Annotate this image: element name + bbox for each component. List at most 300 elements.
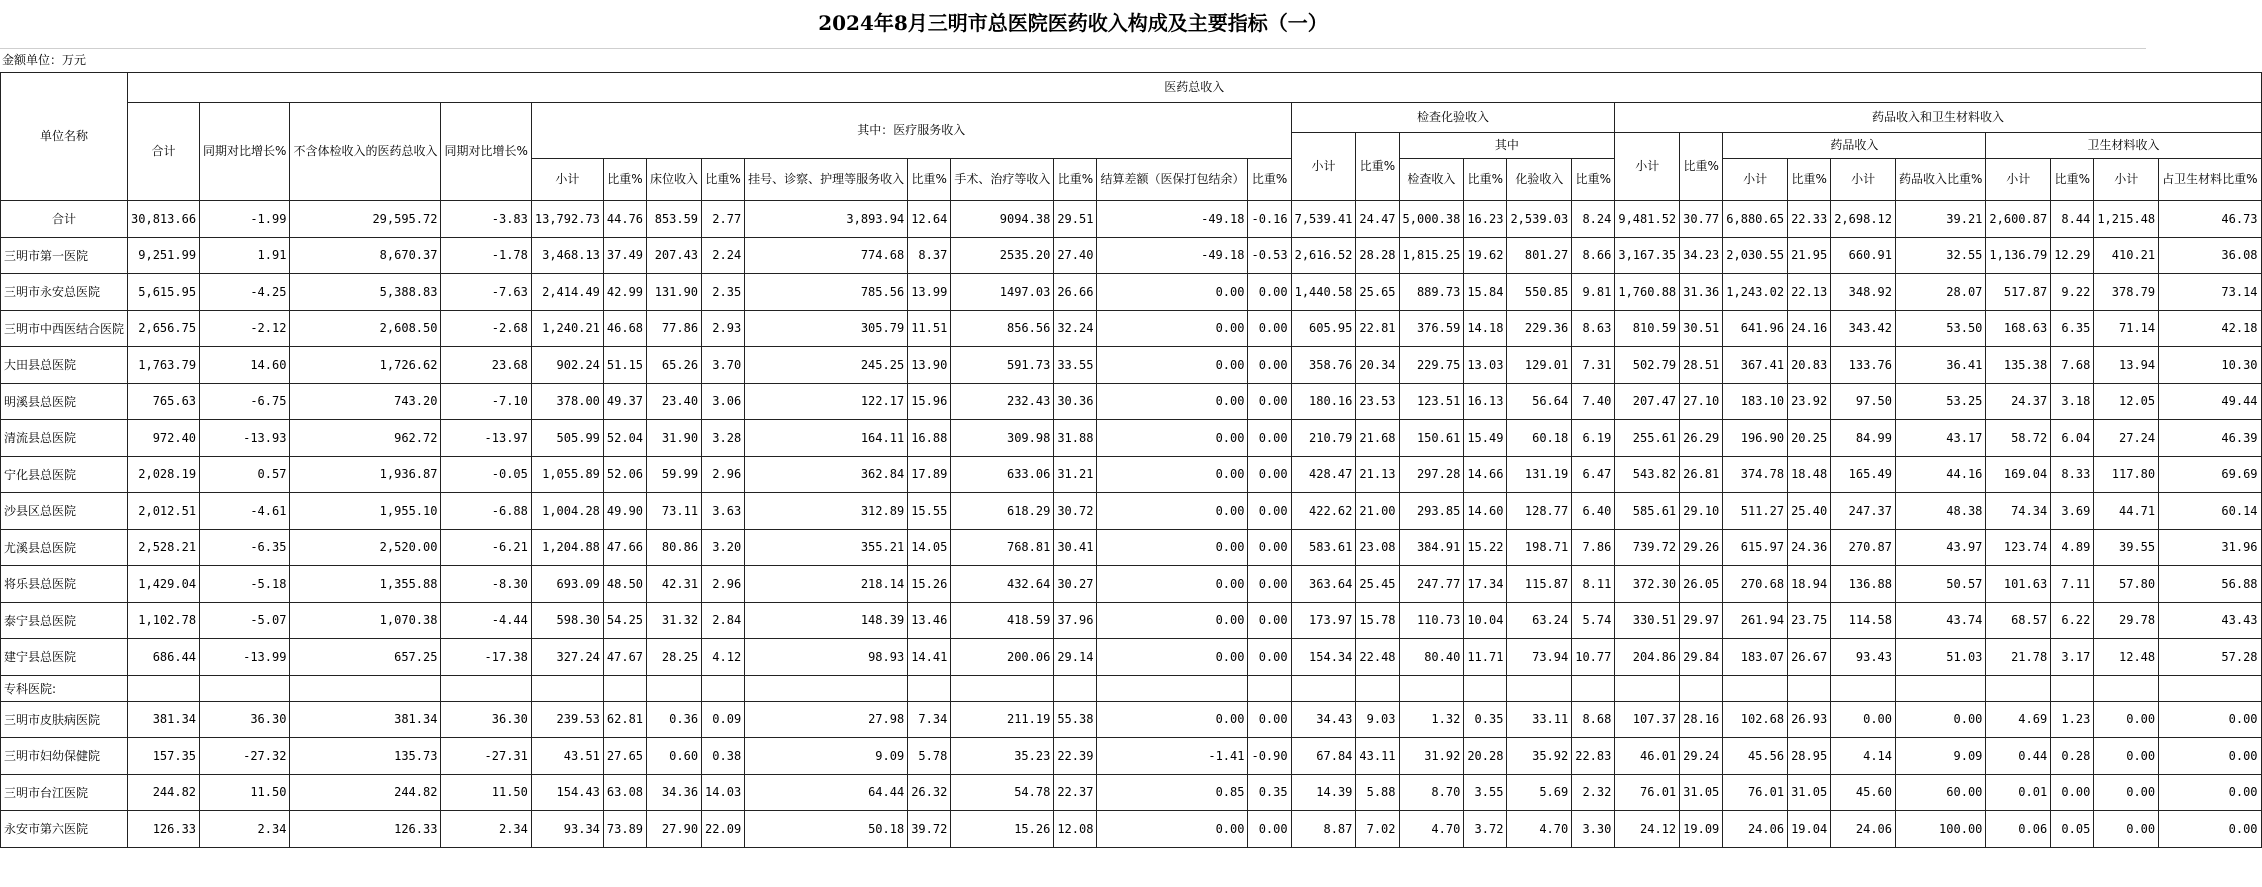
- value-cell: 44.16: [1896, 456, 1986, 493]
- value-cell: -2.68: [441, 310, 531, 347]
- unit-name-cell: 建宁县总医院: [1, 639, 128, 676]
- value-cell: 148.39: [745, 602, 908, 639]
- value-cell: 305.79: [745, 310, 908, 347]
- empty-cell: [1680, 675, 1723, 701]
- value-cell: 14.41: [908, 639, 951, 676]
- value-cell: 6.22: [2051, 602, 2094, 639]
- table-row: [1, 347, 2262, 384]
- value-cell: 0.00: [2094, 811, 2159, 848]
- value-cell: 102.68: [1723, 701, 1788, 738]
- value-cell: 428.47: [1291, 456, 1356, 493]
- value-cell: 80.40: [1399, 639, 1464, 676]
- value-cell: 13.94: [2094, 347, 2159, 384]
- header-material: 卫生材料收入: [1986, 133, 2261, 159]
- value-cell: 211.19: [951, 701, 1054, 738]
- value-cell: 8.63: [1572, 310, 1615, 347]
- value-cell: 330.51: [1615, 602, 1680, 639]
- value-cell: 1,726.62: [290, 347, 441, 384]
- value-cell: 343.42: [1831, 310, 1896, 347]
- header-lab: 化验收入: [1507, 159, 1572, 201]
- value-cell: 29.97: [1680, 602, 1723, 639]
- value-cell: 93.34: [531, 811, 603, 848]
- value-cell: 2.84: [702, 602, 745, 639]
- value-cell: 13.90: [908, 347, 951, 384]
- empty-cell: [702, 675, 745, 701]
- value-cell: 31.05: [1788, 774, 1831, 811]
- table-row: [1, 529, 2262, 566]
- value-cell: 22.39: [1054, 738, 1097, 775]
- value-cell: 381.34: [128, 701, 200, 738]
- empty-cell: [2051, 675, 2094, 701]
- total-row: [1, 201, 2262, 238]
- value-cell: 8.11: [1572, 566, 1615, 603]
- value-cell: 0.85: [1097, 774, 1248, 811]
- value-cell: 37.96: [1054, 602, 1097, 639]
- table-header: [1, 73, 2262, 201]
- value-cell: 44.76: [603, 201, 646, 238]
- value-cell: 774.68: [745, 237, 908, 274]
- unit-name-cell: 三明市台江医院: [1, 774, 128, 811]
- value-cell: 5.78: [908, 738, 951, 775]
- value-cell: 44.71: [2094, 493, 2159, 530]
- value-cell: 598.30: [531, 602, 603, 639]
- value-cell: 2,600.87: [1986, 201, 2051, 238]
- value-cell: 270.68: [1723, 566, 1788, 603]
- empty-cell: [200, 675, 290, 701]
- value-cell: 28.07: [1896, 274, 1986, 311]
- header-surgery: 手术、治疗等收入: [951, 159, 1054, 201]
- value-cell: 52.04: [603, 420, 646, 457]
- value-cell: 23.53: [1356, 383, 1399, 420]
- value-cell: 297.28: [1399, 456, 1464, 493]
- value-cell: 48.50: [603, 566, 646, 603]
- value-cell: 309.98: [951, 420, 1054, 457]
- value-cell: 43.43: [2159, 602, 2261, 639]
- value-cell: 1,240.21: [531, 310, 603, 347]
- value-cell: 367.41: [1723, 347, 1788, 384]
- value-cell: 1497.03: [951, 274, 1054, 311]
- table-body: [1, 201, 2262, 848]
- value-cell: 686.44: [128, 639, 200, 676]
- unit-name-cell: 合计: [1, 201, 128, 238]
- value-cell: 45.60: [1831, 774, 1896, 811]
- value-cell: 1,243.02: [1723, 274, 1788, 311]
- value-cell: 42.99: [603, 274, 646, 311]
- value-cell: 21.13: [1356, 456, 1399, 493]
- value-cell: 57.28: [2159, 639, 2261, 676]
- value-cell: 2,414.49: [531, 274, 603, 311]
- value-cell: -0.16: [1248, 201, 1291, 238]
- empty-cell: [1896, 675, 1986, 701]
- empty-cell: [1615, 675, 1680, 701]
- title-divider: [0, 48, 2146, 49]
- empty-cell: [1054, 675, 1097, 701]
- value-cell: 26.66: [1054, 274, 1097, 311]
- value-cell: 5,615.95: [128, 274, 200, 311]
- value-cell: 21.95: [1788, 237, 1831, 274]
- empty-cell: [1399, 675, 1464, 701]
- value-cell: 24.12: [1615, 811, 1680, 848]
- value-cell: 2,656.75: [128, 310, 200, 347]
- empty-cell: [2094, 675, 2159, 701]
- value-cell: 50.57: [1896, 566, 1986, 603]
- value-cell: 6.40: [1572, 493, 1615, 530]
- value-cell: -5.07: [200, 602, 290, 639]
- value-cell: 1.23: [2051, 701, 2094, 738]
- header-yoy: 同期对比增长%: [200, 103, 290, 201]
- value-cell: 15.78: [1356, 602, 1399, 639]
- value-cell: 73.11: [647, 493, 702, 530]
- value-cell: -13.93: [200, 420, 290, 457]
- value-cell: 0.00: [2051, 774, 2094, 811]
- value-cell: 71.14: [2094, 310, 2159, 347]
- value-cell: 9.81: [1572, 274, 1615, 311]
- value-cell: 0.28: [2051, 738, 2094, 775]
- value-cell: 372.30: [1615, 566, 1680, 603]
- value-cell: 24.47: [1356, 201, 1399, 238]
- value-cell: -49.18: [1097, 237, 1248, 274]
- value-cell: -7.10: [441, 383, 531, 420]
- value-cell: 39.72: [908, 811, 951, 848]
- value-cell: 154.34: [1291, 639, 1356, 676]
- value-cell: 43.74: [1896, 602, 1986, 639]
- value-cell: 7,539.41: [1291, 201, 1356, 238]
- value-cell: 1.91: [200, 237, 290, 274]
- value-cell: 2.96: [702, 456, 745, 493]
- header-high-value-subtotal: 小计: [2094, 159, 2159, 201]
- value-cell: 270.87: [1831, 529, 1896, 566]
- header-unit-name: 单位名称: [1, 73, 128, 201]
- value-cell: 30.27: [1054, 566, 1097, 603]
- value-cell: 3.18: [2051, 383, 2094, 420]
- value-cell: 43.17: [1896, 420, 1986, 457]
- value-cell: 15.96: [908, 383, 951, 420]
- value-cell: 0.00: [2094, 774, 2159, 811]
- unit-name-cell: 泰宁县总医院: [1, 602, 128, 639]
- value-cell: 605.95: [1291, 310, 1356, 347]
- unit-name-cell: 三明市妇幼保健院: [1, 738, 128, 775]
- value-cell: -1.99: [200, 201, 290, 238]
- table-row: [1, 811, 2262, 848]
- value-cell: 8.70: [1399, 774, 1464, 811]
- value-cell: 2,539.03: [1507, 201, 1572, 238]
- value-cell: 0.00: [1097, 456, 1248, 493]
- value-cell: 3.63: [702, 493, 745, 530]
- value-cell: 20.25: [1788, 420, 1831, 457]
- value-cell: 3.30: [1572, 811, 1615, 848]
- value-cell: 0.00: [1248, 383, 1291, 420]
- value-cell: 3.17: [2051, 639, 2094, 676]
- value-cell: 11.50: [441, 774, 531, 811]
- empty-cell: [1248, 675, 1291, 701]
- empty-cell: [441, 675, 531, 701]
- value-cell: 348.92: [1831, 274, 1896, 311]
- value-cell: 34.43: [1291, 701, 1356, 738]
- value-cell: 26.81: [1680, 456, 1723, 493]
- value-cell: 7.02: [1356, 811, 1399, 848]
- value-cell: 126.33: [290, 811, 441, 848]
- value-cell: 33.55: [1054, 347, 1097, 384]
- value-cell: -27.31: [441, 738, 531, 775]
- header-basic-drug-ratio: 药品收入比重%: [1896, 159, 1986, 201]
- value-cell: 24.37: [1986, 383, 2051, 420]
- empty-cell: [128, 675, 200, 701]
- value-cell: 0.05: [2051, 811, 2094, 848]
- value-cell: -5.18: [200, 566, 290, 603]
- header-drug-subtotal: 小计: [1723, 159, 1788, 201]
- value-cell: 2,030.55: [1723, 237, 1788, 274]
- value-cell: 0.35: [1248, 774, 1291, 811]
- value-cell: 7.68: [2051, 347, 2094, 384]
- value-cell: 13.99: [908, 274, 951, 311]
- header-exam-ratio-top: 比重%: [1356, 133, 1399, 201]
- value-cell: 12.48: [2094, 639, 2159, 676]
- value-cell: 358.76: [1291, 347, 1356, 384]
- value-cell: 165.49: [1831, 456, 1896, 493]
- header-registration-ratio: 比重%: [908, 159, 951, 201]
- header-excl-income: 不含体检收入的医药总收入: [290, 103, 441, 201]
- value-cell: 36.30: [441, 701, 531, 738]
- value-cell: 3,893.94: [745, 201, 908, 238]
- value-cell: 378.79: [2094, 274, 2159, 311]
- value-cell: 31.05: [1680, 774, 1723, 811]
- header-check-ratio: 比重%: [1464, 159, 1507, 201]
- value-cell: 2,608.50: [290, 310, 441, 347]
- value-cell: 60.00: [1896, 774, 1986, 811]
- value-cell: 1,102.78: [128, 602, 200, 639]
- value-cell: 1,215.48: [2094, 201, 2159, 238]
- empty-cell: [1572, 675, 1615, 701]
- header-settlement-ratio: 比重%: [1248, 159, 1291, 201]
- value-cell: 0.00: [1248, 493, 1291, 530]
- value-cell: 2.24: [702, 237, 745, 274]
- value-cell: 8.68: [1572, 701, 1615, 738]
- value-cell: 26.67: [1788, 639, 1831, 676]
- value-cell: 0.00: [1097, 602, 1248, 639]
- value-cell: 198.71: [1507, 529, 1572, 566]
- value-cell: 47.66: [603, 529, 646, 566]
- value-cell: 0.00: [1097, 347, 1248, 384]
- table-row: [1, 774, 2262, 811]
- value-cell: 28.95: [1788, 738, 1831, 775]
- value-cell: 12.08: [1054, 811, 1097, 848]
- unit-name-cell: 大田县总医院: [1, 347, 128, 384]
- header-registration: 挂号、诊察、护理等服务收入: [745, 159, 908, 201]
- value-cell: -6.35: [200, 529, 290, 566]
- value-cell: 2,012.51: [128, 493, 200, 530]
- value-cell: 26.32: [908, 774, 951, 811]
- value-cell: 3.55: [1464, 774, 1507, 811]
- value-cell: 204.86: [1615, 639, 1680, 676]
- table-row: [1, 383, 2262, 420]
- value-cell: 29.24: [1680, 738, 1723, 775]
- value-cell: 31.21: [1054, 456, 1097, 493]
- value-cell: 10.77: [1572, 639, 1615, 676]
- value-cell: 3.06: [702, 383, 745, 420]
- value-cell: 135.73: [290, 738, 441, 775]
- value-cell: 200.06: [951, 639, 1054, 676]
- value-cell: 9094.38: [951, 201, 1054, 238]
- header-exam: 检查化验收入: [1291, 103, 1615, 133]
- value-cell: 17.89: [908, 456, 951, 493]
- header-ms-ratio: 比重%: [603, 159, 646, 201]
- empty-cell: [647, 675, 702, 701]
- value-cell: 93.43: [1831, 639, 1896, 676]
- empty-cell: [531, 675, 603, 701]
- value-cell: 856.56: [951, 310, 1054, 347]
- value-cell: 9,251.99: [128, 237, 200, 274]
- value-cell: 14.66: [1464, 456, 1507, 493]
- value-cell: 36.30: [200, 701, 290, 738]
- value-cell: 6,880.65: [1723, 201, 1788, 238]
- value-cell: 5,000.38: [1399, 201, 1464, 238]
- value-cell: 6.47: [1572, 456, 1615, 493]
- header-bed-ratio: 比重%: [702, 159, 745, 201]
- value-cell: 126.33: [128, 811, 200, 848]
- value-cell: 19.04: [1788, 811, 1831, 848]
- header-ms-subtotal: 小计: [531, 159, 603, 201]
- value-cell: 63.08: [603, 774, 646, 811]
- empty-cell: [745, 675, 908, 701]
- value-cell: 169.04: [1986, 456, 2051, 493]
- value-cell: 641.96: [1723, 310, 1788, 347]
- value-cell: 8.44: [2051, 201, 2094, 238]
- unit-name-cell: 三明市皮肤病医院: [1, 701, 128, 738]
- empty-cell: [1356, 675, 1399, 701]
- value-cell: 18.94: [1788, 566, 1831, 603]
- value-cell: 0.00: [1831, 701, 1896, 738]
- value-cell: 45.56: [1723, 738, 1788, 775]
- value-cell: 1,936.87: [290, 456, 441, 493]
- value-cell: 56.88: [2159, 566, 2261, 603]
- value-cell: 432.64: [951, 566, 1054, 603]
- value-cell: 247.37: [1831, 493, 1896, 530]
- value-cell: 48.38: [1896, 493, 1986, 530]
- header-drug-material: 药品收入和卫生材料收入: [1615, 103, 2261, 133]
- value-cell: 100.00: [1896, 811, 1986, 848]
- value-cell: -4.44: [441, 602, 531, 639]
- value-cell: 229.75: [1399, 347, 1464, 384]
- value-cell: 511.27: [1723, 493, 1788, 530]
- value-cell: 60.14: [2159, 493, 2261, 530]
- value-cell: 7.86: [1572, 529, 1615, 566]
- value-cell: 46.01: [1615, 738, 1680, 775]
- value-cell: 2535.20: [951, 237, 1054, 274]
- value-cell: 39.21: [1896, 201, 1986, 238]
- value-cell: 49.90: [603, 493, 646, 530]
- value-cell: 7.34: [908, 701, 951, 738]
- value-cell: 27.65: [603, 738, 646, 775]
- value-cell: 15.49: [1464, 420, 1507, 457]
- value-cell: 27.98: [745, 701, 908, 738]
- value-cell: 36.08: [2159, 237, 2261, 274]
- value-cell: 1,955.10: [290, 493, 441, 530]
- value-cell: 5.88: [1356, 774, 1399, 811]
- value-cell: 801.27: [1507, 237, 1572, 274]
- value-cell: 210.79: [1291, 420, 1356, 457]
- value-cell: 22.48: [1356, 639, 1399, 676]
- value-cell: 31.90: [647, 420, 702, 457]
- value-cell: 59.99: [647, 456, 702, 493]
- value-cell: 1,760.88: [1615, 274, 1680, 311]
- header-material-ratio: 比重%: [2051, 159, 2094, 201]
- value-cell: 4.89: [2051, 529, 2094, 566]
- value-cell: 810.59: [1615, 310, 1680, 347]
- empty-cell: [1097, 675, 1248, 701]
- value-cell: 73.14: [2159, 274, 2261, 311]
- value-cell: 2,528.21: [128, 529, 200, 566]
- value-cell: 0.00: [2159, 811, 2261, 848]
- value-cell: 239.53: [531, 701, 603, 738]
- value-cell: 2.93: [702, 310, 745, 347]
- value-cell: 196.90: [1723, 420, 1788, 457]
- value-cell: 1,763.79: [128, 347, 200, 384]
- value-cell: 2,616.52: [1291, 237, 1356, 274]
- value-cell: 27.40: [1054, 237, 1097, 274]
- value-cell: 853.59: [647, 201, 702, 238]
- value-cell: 29.84: [1680, 639, 1723, 676]
- value-cell: 14.03: [702, 774, 745, 811]
- value-cell: 7.40: [1572, 383, 1615, 420]
- value-cell: 25.65: [1356, 274, 1399, 311]
- value-cell: 381.34: [290, 701, 441, 738]
- value-cell: 657.25: [290, 639, 441, 676]
- value-cell: 2,698.12: [1831, 201, 1896, 238]
- value-cell: 73.94: [1507, 639, 1572, 676]
- value-cell: 0.00: [1248, 701, 1291, 738]
- value-cell: 24.36: [1788, 529, 1831, 566]
- value-cell: 26.05: [1680, 566, 1723, 603]
- value-cell: 135.38: [1986, 347, 2051, 384]
- value-cell: 13.03: [1464, 347, 1507, 384]
- value-cell: 46.73: [2159, 201, 2261, 238]
- value-cell: 6.04: [2051, 420, 2094, 457]
- value-cell: 27.90: [647, 811, 702, 848]
- unit-name-cell: 宁化县总医院: [1, 456, 128, 493]
- value-cell: 0.00: [1248, 347, 1291, 384]
- value-cell: 74.34: [1986, 493, 2051, 530]
- value-cell: 80.86: [647, 529, 702, 566]
- value-cell: 0.00: [1248, 310, 1291, 347]
- unit-label: 金额单位：万元: [2, 53, 87, 67]
- empty-cell: [290, 675, 441, 701]
- value-cell: 30.41: [1054, 529, 1097, 566]
- value-cell: 362.84: [745, 456, 908, 493]
- value-cell: 97.50: [1831, 383, 1896, 420]
- table-row: [1, 602, 2262, 639]
- value-cell: 0.60: [647, 738, 702, 775]
- value-cell: -13.99: [200, 639, 290, 676]
- value-cell: 173.97: [1291, 602, 1356, 639]
- value-cell: 34.36: [647, 774, 702, 811]
- value-cell: 31.32: [647, 602, 702, 639]
- value-cell: 743.20: [290, 383, 441, 420]
- value-cell: 6.35: [2051, 310, 2094, 347]
- value-cell: 23.68: [441, 347, 531, 384]
- value-cell: 27.24: [2094, 420, 2159, 457]
- value-cell: 23.40: [647, 383, 702, 420]
- header-yoy-2: 同期对比增长%: [441, 103, 531, 201]
- value-cell: 19.62: [1464, 237, 1507, 274]
- value-cell: 1,004.28: [531, 493, 603, 530]
- value-cell: -49.18: [1097, 201, 1248, 238]
- value-cell: 1,429.04: [128, 566, 200, 603]
- value-cell: 84.99: [1831, 420, 1896, 457]
- value-cell: 63.24: [1507, 602, 1572, 639]
- value-cell: 15.26: [908, 566, 951, 603]
- value-cell: 24.16: [1788, 310, 1831, 347]
- value-cell: 23.75: [1788, 602, 1831, 639]
